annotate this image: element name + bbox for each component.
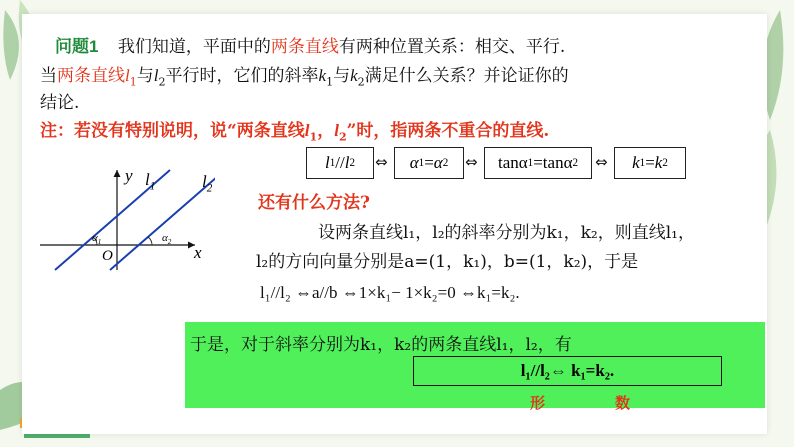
equivalence-arrow-3: ⇔ xyxy=(595,153,608,171)
note-text: 注：若没有特别说明，说“两条直线$l_1$，$l_2$”时，指两条不重合的直线. xyxy=(40,121,550,144)
proof-line-2: l₂的方向向量分别是a=(1，k₁)，b=(1，k₂)，于是 xyxy=(256,252,639,272)
box-slope-equal: k 1 = k 2 xyxy=(614,147,686,179)
l2-graph-label: $l_2$ xyxy=(202,172,213,195)
y-axis-label: y xyxy=(125,166,133,185)
equivalence-arrow-2: ⇔ xyxy=(465,153,478,171)
alpha1-label: $\alpha_1$ xyxy=(92,232,102,247)
x-axis-label: x xyxy=(194,243,202,262)
proof-line-3: l₁//l₂ ⇔a//b ⇔1×k₁− 1×k₂=0 ⇔k₁=k₂. xyxy=(260,283,520,302)
proof-line-1: 设两条直线l₁，l₂的斜率分别为k₁，k₂，则直线l₁， xyxy=(318,223,695,243)
box-alpha-equal: α 1 = α 2 xyxy=(394,147,464,179)
question-line-1: 问题1 我们知道，平面中的两条直线有两种位置关系：相交、平行. xyxy=(55,37,566,57)
equivalence-arrow-1: ⇔ xyxy=(375,153,388,171)
box-l1-parallel-l2: l 1 // l 2 xyxy=(306,147,374,179)
conclusion-box xyxy=(185,322,765,412)
box-tan-equal: tanα 1 = tanα 2 xyxy=(484,147,592,179)
shu-label: 数 xyxy=(615,394,631,412)
xing-label: 形 xyxy=(530,394,546,412)
question-line-2: 当两条直线$l_1$与$l_2$平行时，它们的斜率$k_1$与$k_2$满足什么关系？并论证你的 xyxy=(40,66,569,89)
conclusion-text: 于是，对于斜率分别为k₁，k₂的两条直线l₁，l₂，有 xyxy=(190,335,572,355)
origin-label: O xyxy=(102,248,113,264)
question-line-3: 结论. xyxy=(40,93,80,113)
method-question: 还有什么方法? xyxy=(258,193,370,213)
conclusion-formula-box: l₁//l₂⇔ k₁=k₂. xyxy=(413,356,722,386)
alpha2-label: $\alpha_2$ xyxy=(162,232,172,247)
l1-graph-label: $l_1$ xyxy=(145,170,156,193)
question-label: 问题1 xyxy=(55,37,99,56)
